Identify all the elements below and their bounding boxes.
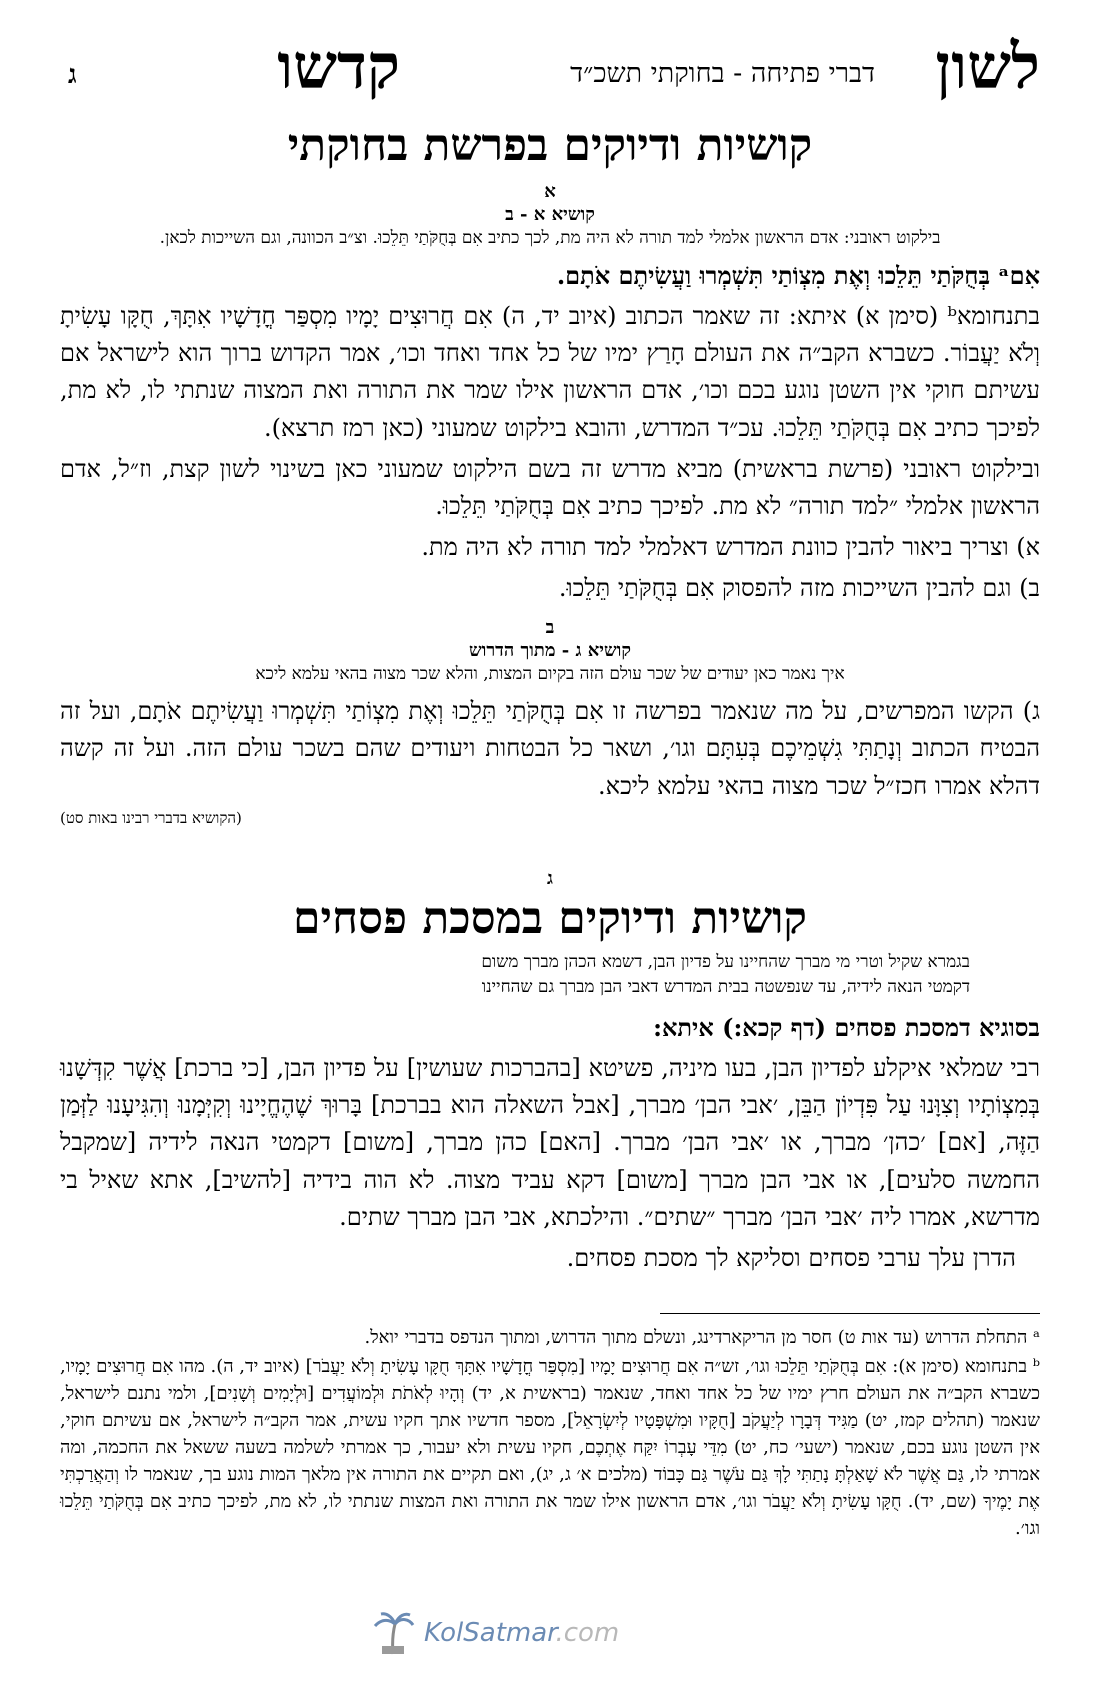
header-subtitle: דברי פתיחה - בחוקתי תשכ״ד — [570, 58, 875, 89]
palm-logo-icon — [370, 1610, 416, 1656]
section-c-lead: בסוגיא דמסכת פסחים (דף קכא:) איתא: — [653, 1012, 1040, 1042]
header-right-word: קדשו — [277, 30, 400, 103]
footnote-divider — [660, 1313, 1040, 1314]
verse-line: אִםᵃ בְּחֻקֹּתַי תֵּלֵכוּ וְאֶת מִצְוֹתַי תִּשְׁמְרוּ וַעֲשִׂיתֶם אֹתָם. — [556, 260, 1040, 290]
running-header — [60, 30, 1040, 110]
section-a-subtitle: קושיא א - ב — [505, 204, 595, 225]
section-b-paragraph: ג) הקשו המפרשים, על מה שנאמר בפרשה זו אִם בְּחֻקֹּתַי תֵּלֵכוּ וְאֶת מִצְוֹתַי תִּשְׁמְרוּ וַעֲשִׂיתֶם אֹתָם, ועל זה הבטיח הכתוב וְנָתַתִּי גִשְׁמֵיכֶם בְּעִתָּם וגו׳, ושאר כל הבטחות ויעודים שהם בשכר עולם הזה. ועל זה קשה דהלא אמרו חכז״ל שכר מצוה בהאי עלמא ליכא. — [60, 697, 1040, 800]
question-2: ב) וגם להבין השייכות מזה להפסוק אִם בְּחֻקֹּתַי תֵּלֵכוּ. — [558, 574, 1040, 603]
section-c-paragraph: רבי שמלאי איקלע לפדיון הבן, בעו מיניה, פשיטא [בהברכות שעושין] על פדיון הבן, [כי ברכת] אֲשֶׁר קִדְּשָׁנוּ בְּמִצְוֹתָיו וְצִוָּנוּ עַל פִּדְיוֹן הַבֵּן, ׳אבי הבן׳ מברך, [אבל השאלה הוא בברכת] בָּרוּךְ שֶׁהֶחֱיָינוּ וְקִיְּמָנוּ וְהִגִּיעָנוּ לַזְּמַן הַזֶּה, [אם] ׳כהן׳ מברך, או ׳אבי הבן׳ מברך. [האם] כהן מברך, [משום] דקמטי הנאה לידיה [שמקבל החמשה סלעים], או אבי הבן מברך [משום] דקא עביד מצוה. לא הוה בידיה [להשיב], אתא שאיל בי מדרשא, אמרו ליה ׳אבי הבן׳ מברך ״שתים״. והילכתא, אבי הבן מברך שתים. — [60, 1054, 1040, 1231]
section-a-intro: בילקוט ראובני: אדם הראשון אלמלי למד תורה לא היה מת, לכך כתיב אִם בְּחֻקֹּתַי תֵּלֵכוּ. וצ״ב הכוונה, וגם השייכות לכאן. — [159, 228, 941, 248]
main-title: קושיות ודיוקים בפרשת בחוקתי — [287, 120, 813, 171]
section-c-title: קושיות ודיוקים במסכת פסחים — [293, 892, 807, 944]
document-page — [60, 30, 1040, 1670]
tanchuma-paragraph: בתנחומאᵇ (סימן א) איתא: זה שאמר הכתוב (איוב יד, ה) אִם חֲרוּצִים יָמָיו מִסְפַּר חֳדָשָׁיו אִתָּךְ, חֻקָּו עָשִׂיתָ וְלֹא יַעֲבוֹר. כשברא הקב״ה את העולם חָרַץ ימיו של כל אחד ואחד וכו׳, אמר הקדוש ברוך הוא לישראל אם עשיתם חוקי אין השטן נוגע בכם וכו׳, אדם הראשון אילו שמר את התורה ואת המצוה שנתתי לו, לא מת, לפיכך כתיב אִם בְּחֻקֹּתַי תֵּלֵכוּ. עכ״ד המדרש, והובא בילקוט שמעוני (כאן רמז תרצא). — [60, 301, 1040, 442]
section-b-letter: ב — [545, 617, 555, 639]
footer-brand: KolSatmar.com — [424, 1618, 620, 1648]
section-c-intro-2: דקמטי הנאה לידיה, עד שנפשטה בבית המדרש דאבי הבן מברך גם שהחיינו — [481, 977, 970, 998]
section-b-subtitle: קושיא ג - מתוך הדרוש — [468, 640, 632, 662]
section-c-closing: הדרן עלך ערבי פסחים וסליקא לך מסכת פסחים. — [566, 1243, 1016, 1272]
footnote-b: ᵇ בתנחומא (סימן א): אִם בְּחֻקֹּתַי תֵּלֵכוּ וגו׳, זש״ה אִם חֲרוּצִים יָמָיו [מִסְפַּר חֳדָשָׁיו אִתָּךְ חֻקָּו עָשִׂיתָ וְלֹא יַעֲבֹר] (איוב יד, ה). מהו אִם חֲרוּצִים יָמָיו, כשברא הקב״ה את העולם חרץ ימיו של כל אחד ואחד, שנאמר (בראשית א, יד) וְהָיוּ לְאֹתֹת וּלְמוֹעֲדִים [וּלְיָמִים וְשָׁנִים], ולמי נתנם לישראל, שנאמר (תהלים קמז, יט) מַגִּיד דְּבָרָו לְיַעֲקֹב [חֻקָּיו וּמִשְׁפָּטָיו לְיִשְׂרָאֵל], מספר חדשיו אתך חקיו עשית, אמר הקב״ה לישראל, אם עשיתם חוקי, אין השטן נוגע בכם, שנאמר (ישעי׳ כח, יט) מִדֵּי עָבְרוֹ יִקַּח אֶתְכֶם, חקיו עשית ולא יעבור, כך אמרתי לשלמה בשעה ששאל את החכמה, ומה אמרתי לו, גַּם אֲשֶׁר לֹא שָׁאַלְתָּ נָתַתִּי לָךְ גַּם עֹשֶׁר גַּם כָּבוֹד (מלכים א׳ ג, יג), ואם תקיים את התורה אין מלאך המות נוגע בך, שנאמר לו וְהַאֲרַכְתִּי אֶת יָמֶיךָ (שם, יד). חֻקָּו עָשִׂיתָ וְלֹא יַעֲבֹר וגו׳, אדם הראשון אילו שמר את התורה ואת המצות שנתתי לו, לא מת, לפיכך כתיב אִם בְּחֻקֹּתַי תֵּלֵכוּ וגו׳. — [60, 1356, 1040, 1540]
section-c-intro-1: בגמרא שקיל וטרי מי מברך שהחיינו על פדיון הבן, דשמא הכהן מברך משום — [481, 951, 970, 972]
page-number: ג — [68, 60, 77, 90]
header-left-word: לשון — [935, 30, 1040, 103]
section-c-letter: ג — [547, 867, 553, 889]
yalkut-paragraph: ובילקוט ראובני (פרשת בראשית) מביא מדרש זה בשם הילקוט שמעוני כאן בשינוי לשון קצת, וז״ל, אדם הראשון אלמלי ״למד תורה״ לא מת. לפיכך כתיב אִם בְּחֻקֹּתַי תֵּלֵכוּ. — [60, 454, 1040, 520]
section-a-letter: א — [544, 181, 556, 202]
footnote-a: ᵃ התחלת הדרוש (עד אות ט) חסר מן הריקארדינג, ונשלם מתוך הדרוש, ומתוך הנדפס בדברי יואל. — [364, 1327, 1040, 1349]
section-b-note: (הקושיא בדברי רבינו באות סט) — [60, 808, 242, 827]
footer-watermark — [370, 1610, 619, 1656]
question-1: א) וצריך ביאור להבין כוונת המדרש דאלמלי למד תורה לא היה מת. — [421, 533, 1040, 562]
footer-domain-suffix: .com — [555, 1618, 620, 1648]
section-b-intro: איך נאמר כאן יעודים של שכר עולם הזה בקיום המצות, והלא שכר מצוה בהאי עלמא ליכא — [255, 664, 845, 685]
